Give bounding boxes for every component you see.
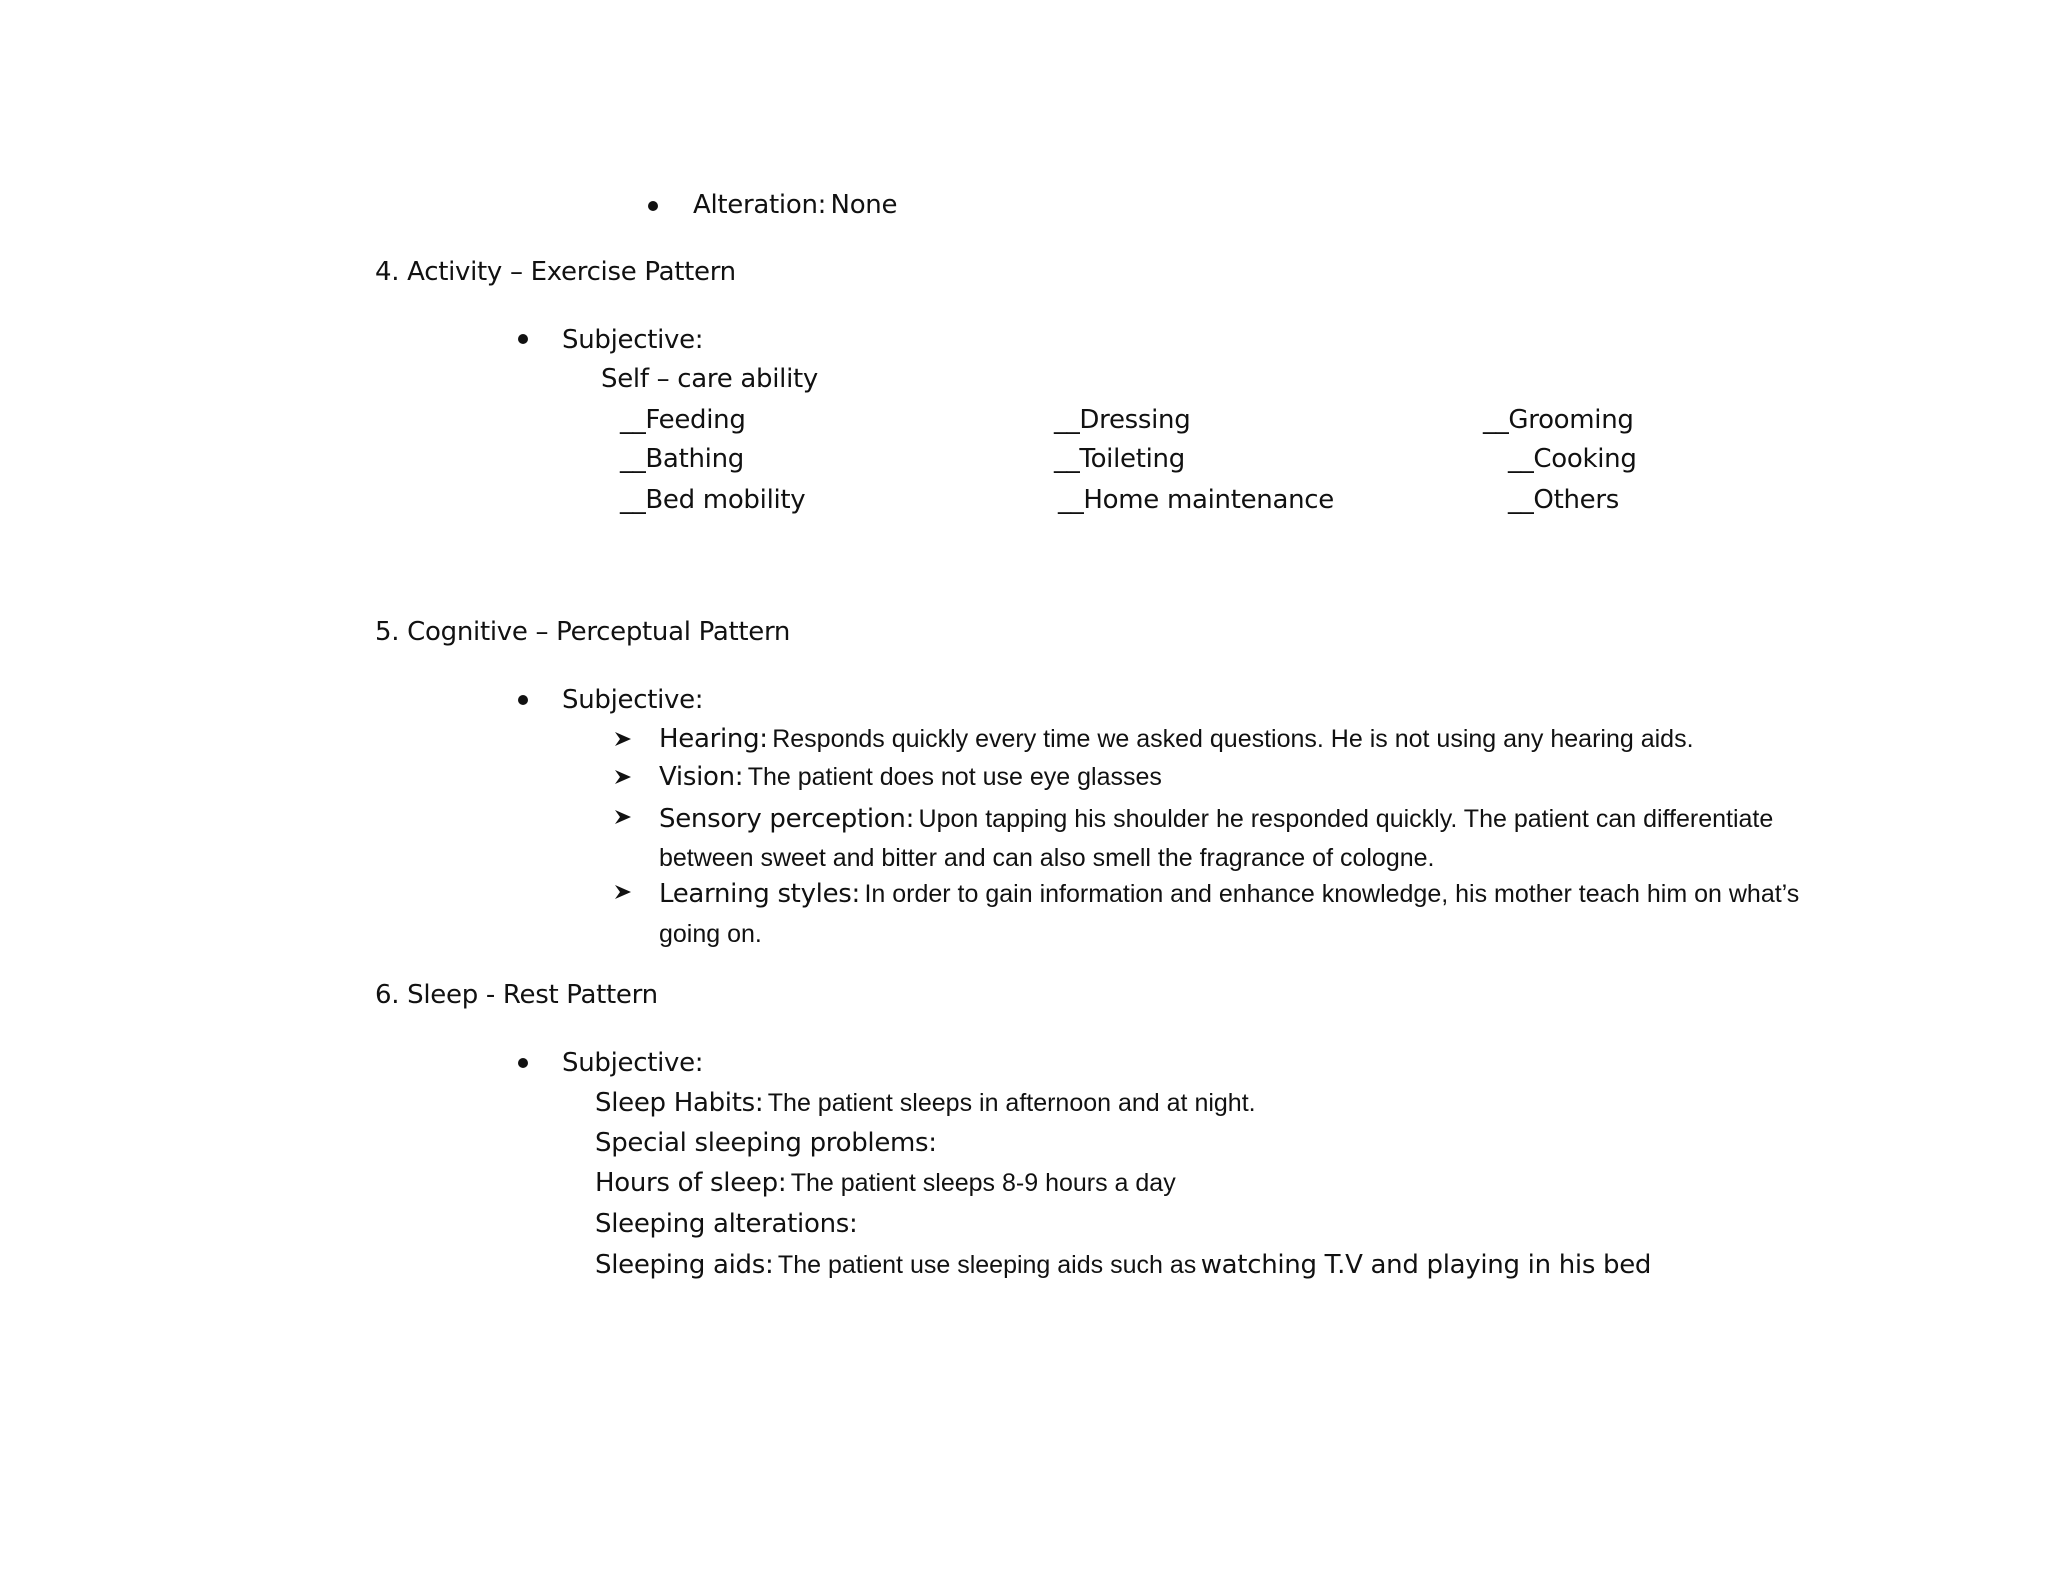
hours-of-sleep-label: Hours of sleep: [595,1168,787,1198]
self-care-item: __Dressing [1054,405,1191,435]
bullet-icon [648,201,658,211]
self-care-ability-label: Self – care ability [601,364,819,394]
sleeping-aids-line [595,1252,1651,1278]
sleep-habits-label: Sleep Habits: [595,1088,764,1118]
section-5-subjective-label: Subjective: [562,685,704,715]
self-care-item: __Cooking [1508,444,1637,474]
sleeping-aids-value-tail: watching T.V and playing in his bed [1200,1250,1652,1280]
arrow-bullet-icon [614,768,632,786]
special-sleeping-problems-label: Special sleeping problems: [595,1128,937,1158]
section-5-heading: 5. Cognitive – Perceptual Pattern [375,617,791,647]
section-4-subjective-label: Subjective: [562,325,704,355]
learning-value-2: going on. [659,920,762,948]
self-care-item: __Feeding [620,405,746,435]
section-6-heading: 6. Sleep - Rest Pattern [375,980,658,1010]
hours-of-sleep-line [595,1170,1176,1196]
sensory-value-1: Upon tapping his shoulder he responded quickly. The patient can differentiate [918,805,1774,833]
sensory-label: Sensory perception: [659,804,915,834]
hearing-line [659,726,1694,752]
section-4-heading: 4. Activity – Exercise Pattern [375,257,736,287]
learning-line-1 [659,881,1799,907]
arrow-bullet-icon [614,808,632,826]
sensory-line-1 [659,806,1773,832]
self-care-item: __Bathing [620,444,744,474]
vision-line [659,764,1162,790]
section-6-subjective-label: Subjective: [562,1048,704,1078]
vision-label: Vision: [659,762,744,792]
learning-label: Learning styles: [659,879,860,909]
self-care-item: __Home maintenance [1058,485,1334,515]
alteration-line [693,192,897,218]
self-care-item: __Others [1508,485,1619,515]
arrow-bullet-icon [614,730,632,748]
bullet-icon [518,334,528,344]
hearing-label: Hearing: [659,724,768,754]
self-care-item: __Grooming [1483,405,1634,435]
bullet-icon [518,1058,528,1068]
arrow-bullet-icon [614,883,632,901]
sleep-habits-value: The patient sleeps in afternoon and at night. [767,1089,1256,1117]
vision-value: The patient does not use eye glasses [747,763,1162,791]
hearing-value: Responds quickly every time we asked questions. He is not using any hearing aids. [772,725,1694,753]
sleeping-aids-label: Sleeping aids: [595,1250,774,1280]
self-care-item: __Toileting [1054,444,1185,474]
sleeping-alterations-label: Sleeping alterations: [595,1209,858,1239]
alteration-label: Alteration: [693,190,827,220]
bullet-icon [518,695,528,705]
sensory-value-2: between sweet and bitter and can also smell the fragrance of cologne. [659,844,1435,872]
sleeping-aids-value: The patient use sleeping aids such as [777,1251,1197,1279]
learning-value-1: In order to gain information and enhance knowledge, his mother teach him on what’s [864,880,1800,908]
hours-of-sleep-value: The patient sleeps 8-9 hours a day [790,1169,1176,1197]
sleep-habits-line [595,1090,1256,1116]
alteration-value: None [830,190,898,220]
self-care-item: __Bed mobility [620,485,806,515]
